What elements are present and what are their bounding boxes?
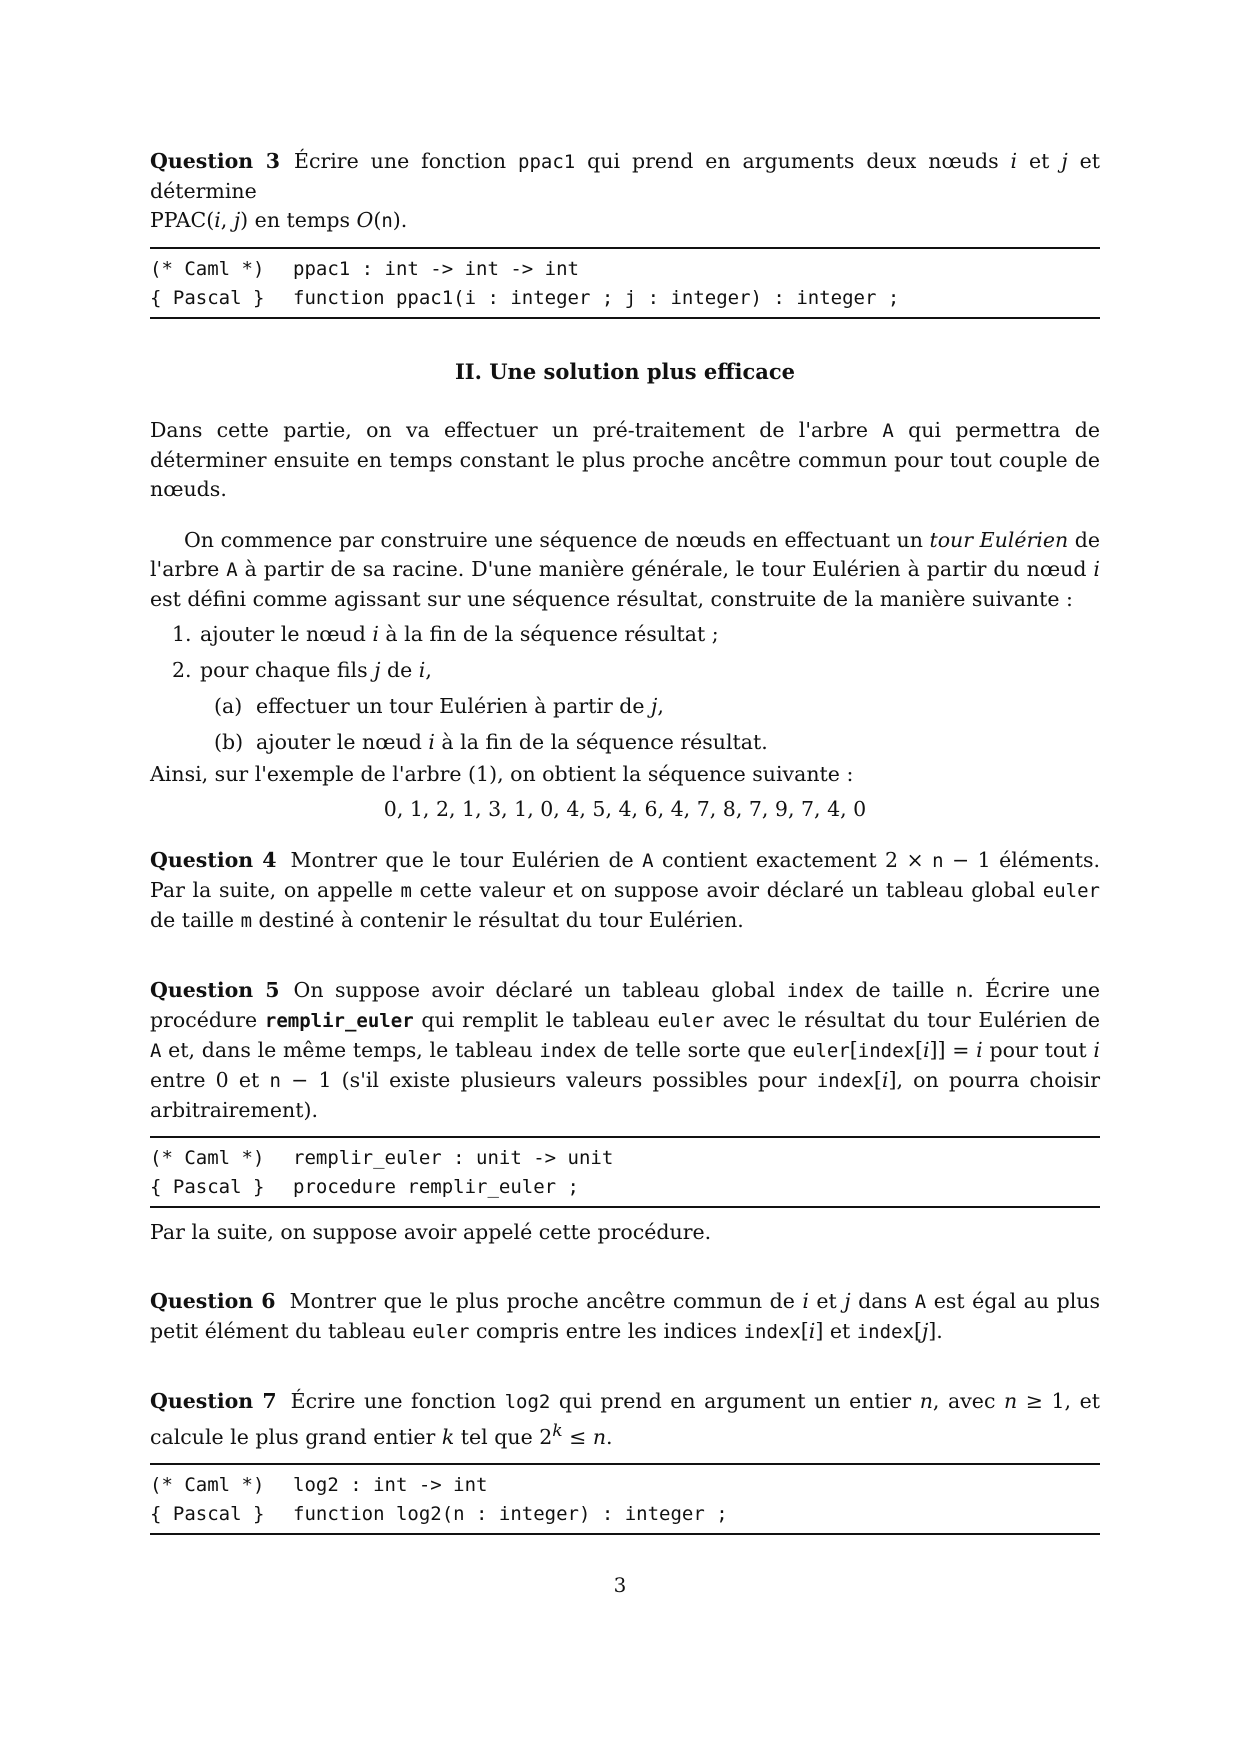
code-row-pascal: { Pascal } procedure remplir_euler ;: [150, 1176, 579, 1198]
page-content: [150, 149, 1101, 1535]
code-row-caml: (* Caml *) ppac1 : int -> int -> int: [150, 258, 579, 280]
sub-item-b: (b) ajouter le nœud i à la fin de la séquence résultat.: [214, 730, 768, 754]
euler-steps: [150, 616, 1100, 688]
section-title: II. Une solution plus efficace: [454, 359, 796, 384]
question-7: Question 7 Écrire une fonction log2 qui prend en argument un entier n, avec n ≥ 1, et calcule le plus grand entier k tel que $2^k \le n$.: [150, 1389, 1101, 1449]
after-q5-paragraph: Par la suite, on suppose avoir appelé cette procédure.: [150, 1220, 712, 1244]
euler-sequence: 0, 1, 2, 1, 3, 1, 0, 4, 5, 4, 6, 4, 7, 8, 7, 9, 7, 4, 0: [383, 797, 867, 821]
question-4-label: Question 4: [150, 848, 277, 872]
code-block-q7: [150, 1463, 1100, 1535]
code-row-pascal: { Pascal } function ppac1(i : integer ; j : integer) : integer ;: [150, 287, 900, 309]
question-5-label: Question 5: [150, 978, 280, 1002]
code-row-pascal: { Pascal } function log2(n : integer) : integer ;: [150, 1502, 728, 1525]
euler-paragraph: On commence par construire une séquence de nœuds en effectuant un tour Eulérien de l'arbre A à partir de sa racine. D'une manière générale, le tour Eulérien à partir du nœud i est défini comme agissant sur une séquence résultat, construite de la manière suivante :: [150, 528, 1100, 611]
question-6-label: Question 6: [150, 1289, 276, 1313]
question-3: Question 3 Écrire une fonction ppac1 qui prend en arguments deux nœuds i et j et détermine PPAC(i, j) en temps O(n).: [150, 149, 1100, 232]
code-block-q3: [150, 247, 1100, 319]
question-5: Question 5 On suppose avoir déclaré un tableau global index de taille n. Écrire une procédure remplir_euler qui remplit le tableau euler avec le résultat du tour Eulérien de A et, dans le même temps, le tableau index de telle sorte que euler[index[i]] = i pour tout i entre 0 et n − 1 (s'il existe plusieurs valeurs possibles pour index[i], on pourra choisir arbitrairement).: [150, 978, 1101, 1122]
page-number: 3: [613, 1573, 627, 1597]
question-7-label: Question 7: [150, 1389, 277, 1413]
question-3-label: Question 3: [150, 149, 280, 173]
question-6: Question 6 Montrer que le plus proche ancêtre commun de i et j dans A est égal au plus petit élément du tableau euler compris entre les indices index[i] et index[j].: [150, 1289, 1100, 1343]
list-item: 2. pour chaque fils j de i,: [172, 658, 432, 682]
question-4: Question 4 Montrer que le tour Eulérien de A contient exactement 2 × n − 1 éléments. Par la suite, on appelle m cette valeur et on suppose avoir déclaré un tableau global euler de taille m destiné à contenir le résultat du tour Eulérien.: [150, 848, 1100, 932]
code-row-caml: (* Caml *) log2 : int -> int: [150, 1473, 488, 1496]
sub-item-a: (a) effectuer un tour Eulérien à partir de j,: [214, 694, 664, 718]
code-row-caml: (* Caml *) remplir_euler : unit -> unit: [150, 1147, 614, 1169]
ainsi-paragraph: Ainsi, sur l'exemple de l'arbre (1), on obtient la séquence suivante :: [150, 762, 854, 786]
list-item: 1. ajouter le nœud i à la fin de la séquence résultat ;: [172, 622, 719, 646]
intro-paragraph: Dans cette partie, on va effectuer un pré-traitement de l'arbre A qui permettra de déterminer ensuite en temps constant le plus proche ancêtre commun pour tout couple de nœuds.: [150, 418, 1100, 501]
code-block-q5: [150, 1136, 1100, 1208]
